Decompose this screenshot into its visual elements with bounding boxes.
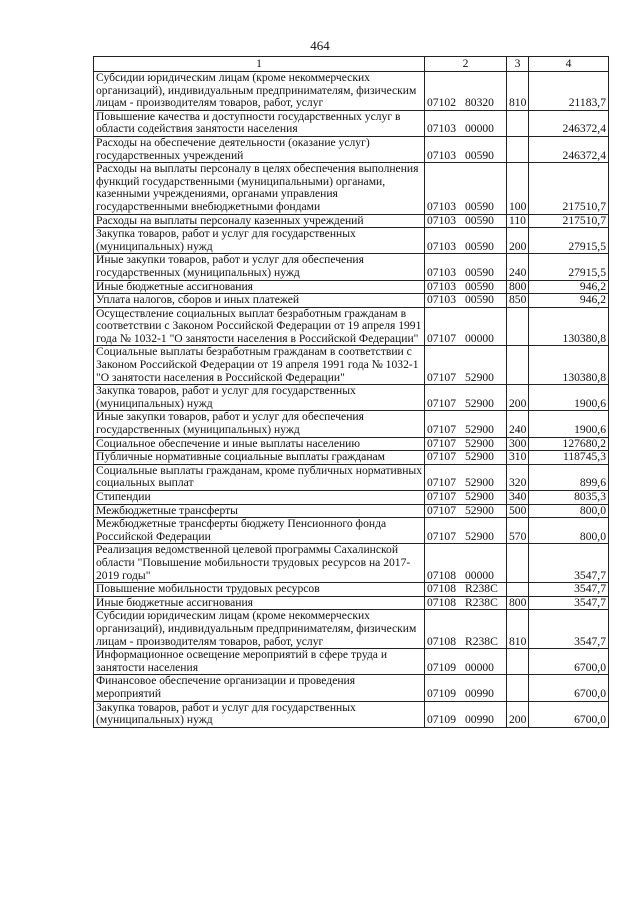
row-name: Повышение мобильности трудовых ресурсов	[94, 583, 425, 597]
row-code	[425, 583, 507, 597]
table-row	[94, 464, 609, 490]
row-amount: 800,0	[529, 518, 609, 544]
row-code	[425, 518, 507, 544]
table-row	[94, 596, 609, 610]
row-name: Иные бюджетные ассигнования	[94, 596, 425, 610]
row-expense-type: 200	[507, 701, 529, 727]
table-row	[94, 280, 609, 294]
row-code	[425, 385, 507, 411]
row-expense-type: 810	[507, 610, 529, 649]
row-expense-type: 800	[507, 596, 529, 610]
row-code	[425, 504, 507, 518]
row-code	[425, 294, 507, 308]
row-name: Расходы на выплаты персоналу в целях обеспечения выполнения функций государственными (муниципальными) органами, казенными учреждениями, органами управления государственными внебюджетными фондами	[94, 163, 425, 214]
column-header: 4	[529, 57, 609, 72]
row-expense-type: 810	[507, 72, 529, 111]
row-code-item: 80320	[464, 96, 494, 110]
row-amount: 1900,6	[529, 411, 609, 437]
row-expense-type: 110	[507, 214, 529, 228]
row-code-item: 00000	[464, 660, 494, 674]
row-code	[425, 649, 507, 675]
row-amount: 6700,0	[529, 675, 609, 701]
row-amount: 8035,3	[529, 491, 609, 505]
table-row	[94, 518, 609, 544]
row-expense-type: 800	[507, 280, 529, 294]
row-code	[425, 675, 507, 701]
row-expense-type: 500	[507, 504, 529, 518]
row-code	[425, 437, 507, 451]
table-row	[94, 214, 609, 228]
row-amount: 246372,4	[529, 136, 609, 162]
row-name: Реализация ведомственной целевой программы Сахалинской области "Повышение мобильности трудовых ресурсов на 2017-2019 годы"	[94, 544, 425, 583]
row-expense-type: 310	[507, 451, 529, 465]
table-row	[94, 307, 609, 346]
row-name: Уплата налогов, сборов и иных платежей	[94, 294, 425, 308]
row-amount: 899,6	[529, 464, 609, 490]
row-code-section: 07103	[427, 293, 456, 307]
row-name: Закупка товаров, работ и услуг для государственных (муниципальных) нужд	[94, 701, 425, 727]
column-header: 2	[425, 57, 507, 72]
row-expense-type	[507, 583, 529, 597]
row-name: Межбюджетные трансферты бюджету Пенсионного фонда Российской Федерации	[94, 518, 425, 544]
row-code-item: 00590	[464, 265, 494, 279]
row-amount: 217510,7	[529, 163, 609, 214]
row-code-section: 07107	[427, 370, 456, 384]
row-code-item: 00590	[464, 280, 494, 293]
row-name: Повышение качества и доступности государственных услуг в области содействия занятости населения	[94, 110, 425, 136]
table-row	[94, 385, 609, 411]
budget-table	[93, 56, 609, 728]
row-code-section: 07107	[427, 490, 456, 503]
row-code-item: 52900	[464, 529, 494, 543]
row-code-item: 52900	[464, 476, 494, 490]
table-row	[94, 504, 609, 518]
row-code-section: 07103	[427, 199, 456, 213]
row-code-item: 00590	[464, 199, 494, 213]
row-name: Иные закупки товаров, работ и услуг для обеспечения государственных (муниципальных) нужд	[94, 254, 425, 280]
row-name: Информационное освещение мероприятий в сфере труда и занятости населения	[94, 649, 425, 675]
row-code	[425, 72, 507, 111]
row-name: Социальные выплаты гражданам, кроме публичных нормативных социальных выплат	[94, 464, 425, 490]
row-amount: 3547,7	[529, 596, 609, 610]
table-row	[94, 72, 609, 111]
row-code-section: 07108	[427, 568, 456, 582]
table-row	[94, 491, 609, 505]
table-row	[94, 701, 609, 727]
row-name: Закупка товаров, работ и услуг для государственных (муниципальных) нужд	[94, 228, 425, 254]
row-code-section: 07107	[427, 423, 456, 437]
row-amount: 1900,6	[529, 385, 609, 411]
row-code-item: 00590	[464, 293, 494, 307]
row-amount: 118745,3	[529, 451, 609, 465]
row-name: Межбюджетные трансферты	[94, 504, 425, 518]
table-row	[94, 163, 609, 214]
table-row	[94, 228, 609, 254]
row-expense-type	[507, 136, 529, 162]
row-code	[425, 411, 507, 437]
row-amount: 3547,7	[529, 583, 609, 597]
row-code-item: 52900	[464, 490, 494, 503]
row-code-item: 00590	[464, 214, 494, 227]
table-header-row	[94, 57, 609, 72]
row-code-section: 07108	[427, 596, 456, 609]
row-amount: 946,2	[529, 280, 609, 294]
row-code-section: 07109	[427, 660, 456, 674]
row-amount: 217510,7	[529, 214, 609, 228]
row-code	[425, 464, 507, 490]
row-amount: 6700,0	[529, 649, 609, 675]
row-amount: 27915,5	[529, 254, 609, 280]
row-code	[425, 307, 507, 346]
row-expense-type: 850	[507, 294, 529, 308]
page-number: 464	[310, 38, 330, 53]
row-amount: 3547,7	[529, 544, 609, 583]
row-code-section: 07102	[427, 96, 456, 110]
row-code-item: 00000	[464, 122, 494, 136]
row-code	[425, 280, 507, 294]
table-row	[94, 136, 609, 162]
row-code-section: 07103	[427, 265, 456, 279]
row-code-item: 00000	[464, 568, 494, 582]
row-expense-type: 300	[507, 437, 529, 451]
row-code-item: 52900	[464, 423, 494, 437]
row-amount: 21183,7	[529, 72, 609, 111]
row-code-section: 07107	[427, 476, 456, 490]
row-amount: 130380,8	[529, 346, 609, 385]
row-code-section: 07107	[427, 529, 456, 543]
row-code-section: 07108	[427, 634, 456, 648]
row-code-section: 07107	[427, 504, 456, 517]
row-name: Иные закупки товаров, работ и услуг для обеспечения государственных (муниципальных) нужд	[94, 411, 425, 437]
row-amount: 127680,2	[529, 437, 609, 451]
row-expense-type: 100	[507, 163, 529, 214]
row-expense-type: 240	[507, 411, 529, 437]
row-code	[425, 610, 507, 649]
row-code	[425, 254, 507, 280]
row-code-item: 52900	[464, 437, 494, 450]
row-amount: 27915,5	[529, 228, 609, 254]
row-code	[425, 346, 507, 385]
row-expense-type	[507, 544, 529, 583]
row-name: Расходы на обеспечение деятельности (оказание услуг) государственных учреждений	[94, 136, 425, 162]
row-code-item: 00990	[464, 713, 494, 727]
row-name: Финансовое обеспечение организации и проведения мероприятий	[94, 675, 425, 701]
row-amount: 3547,7	[529, 610, 609, 649]
row-code	[425, 110, 507, 136]
row-code-item: R238C	[464, 596, 498, 609]
row-amount: 946,2	[529, 294, 609, 308]
row-amount: 130380,8	[529, 307, 609, 346]
row-expense-type: 340	[507, 491, 529, 505]
row-code	[425, 491, 507, 505]
table-row	[94, 675, 609, 701]
table-row	[94, 411, 609, 437]
table-row	[94, 346, 609, 385]
row-code-section: 07109	[427, 686, 456, 700]
row-expense-type	[507, 346, 529, 385]
row-name: Субсидии юридическим лицам (кроме некоммерческих организаций), индивидуальным предпринимателям, физическим лицам - производителям товаров, работ, услуг	[94, 72, 425, 111]
column-header: 1	[94, 57, 425, 72]
table-row	[94, 544, 609, 583]
table-row	[94, 437, 609, 451]
row-amount: 800,0	[529, 504, 609, 518]
row-code-section: 07107	[427, 331, 456, 345]
row-expense-type	[507, 649, 529, 675]
row-expense-type: 200	[507, 228, 529, 254]
row-code-section: 07103	[427, 239, 456, 253]
row-code-section: 07108	[427, 582, 456, 596]
row-code-section: 07103	[427, 122, 456, 136]
row-amount: 246372,4	[529, 110, 609, 136]
row-code-section: 07107	[427, 437, 456, 450]
row-name: Публичные нормативные социальные выплаты гражданам	[94, 451, 425, 465]
row-name: Социальные выплаты безработным гражданам в соответствии с Законом Российской Федерации от 19 апреля 1991 года № 1032-1 "О занятости населения в Российской Федерации"	[94, 346, 425, 385]
row-code-section: 07103	[427, 280, 456, 293]
row-name: Субсидии юридическим лицам (кроме некоммерческих организаций), индивидуальным предпринимателям, физическим лицам - производителям товаров, работ, услуг	[94, 610, 425, 649]
row-code	[425, 451, 507, 465]
column-header: 3	[507, 57, 529, 72]
row-code-item: 00000	[464, 331, 494, 345]
row-expense-type: 320	[507, 464, 529, 490]
row-code-item: R238C	[464, 634, 498, 648]
row-expense-type	[507, 307, 529, 346]
row-code	[425, 228, 507, 254]
row-code-section: 07107	[427, 450, 456, 464]
table-row	[94, 610, 609, 649]
table-row	[94, 294, 609, 308]
row-expense-type	[507, 110, 529, 136]
row-code-section: 07103	[427, 148, 456, 162]
row-code	[425, 596, 507, 610]
row-name: Иные бюджетные ассигнования	[94, 280, 425, 294]
row-code-item: 00990	[464, 686, 494, 700]
row-code-section: 07107	[427, 396, 456, 410]
row-expense-type: 570	[507, 518, 529, 544]
row-expense-type: 240	[507, 254, 529, 280]
table-row	[94, 649, 609, 675]
row-code	[425, 701, 507, 727]
row-code-section: 07109	[427, 713, 456, 727]
table-row	[94, 254, 609, 280]
row-code-item: 00590	[464, 239, 494, 253]
row-code	[425, 214, 507, 228]
row-name: Социальное обеспечение и иные выплаты населению	[94, 437, 425, 451]
row-name: Закупка товаров, работ и услуг для государственных (муниципальных) нужд	[94, 385, 425, 411]
row-name: Стипендии	[94, 491, 425, 505]
table-row	[94, 451, 609, 465]
row-code-item: 52900	[464, 370, 494, 384]
row-code-item: R238C	[464, 582, 498, 596]
row-code	[425, 163, 507, 214]
row-code-item: 52900	[464, 504, 494, 517]
row-expense-type: 200	[507, 385, 529, 411]
row-code-section: 07103	[427, 214, 456, 227]
row-expense-type	[507, 675, 529, 701]
table-row	[94, 583, 609, 597]
row-amount: 6700,0	[529, 701, 609, 727]
row-name: Осуществление социальных выплат безработным гражданам в соответствии с Законом Российской Федерации от 19 апреля 1991 года № 1032-1 "О занятости населения в Российской Федерации"	[94, 307, 425, 346]
row-code-item: 52900	[464, 396, 494, 410]
table-row	[94, 110, 609, 136]
row-code	[425, 136, 507, 162]
row-code	[425, 544, 507, 583]
row-name: Расходы на выплаты персоналу казенных учреждений	[94, 214, 425, 228]
row-code-item: 52900	[464, 450, 494, 464]
row-code-item: 00590	[464, 148, 494, 162]
